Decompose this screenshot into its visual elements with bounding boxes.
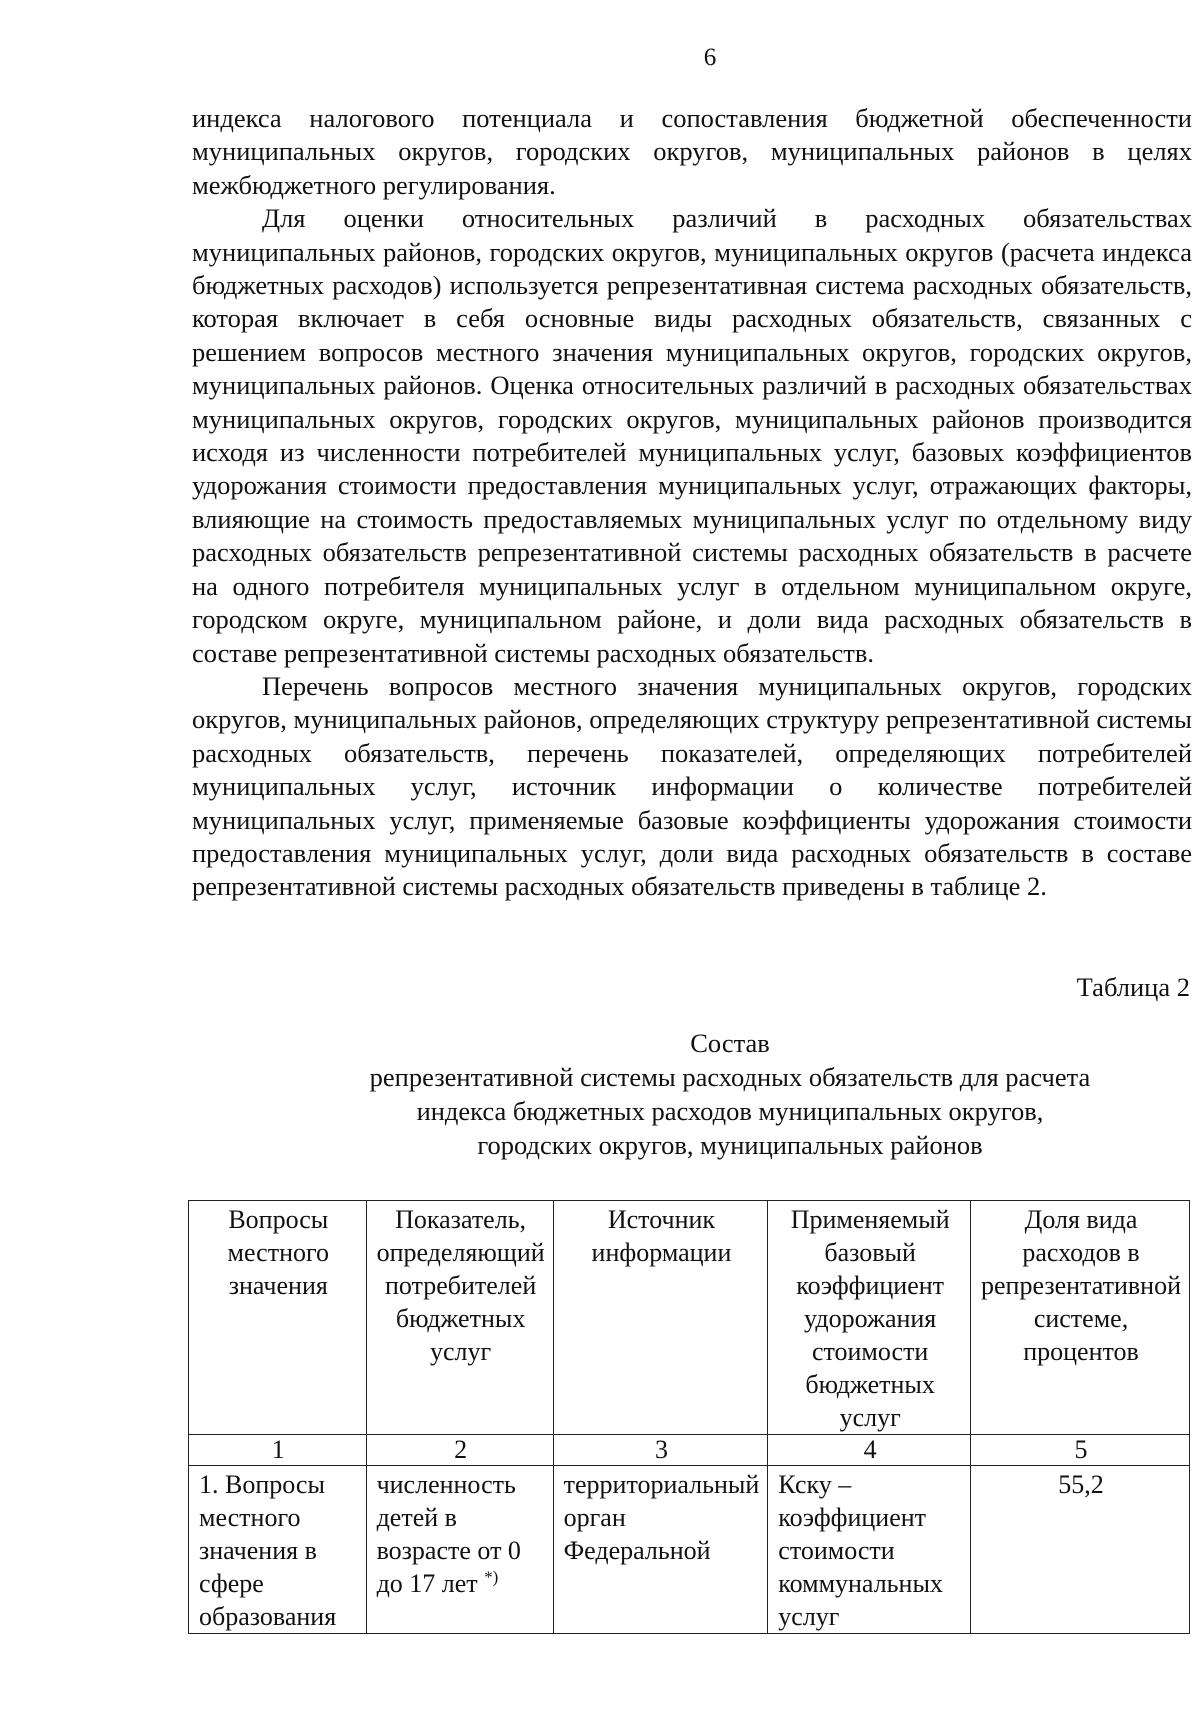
cell-indicator	[366, 1466, 553, 1634]
column-number: 2	[366, 1435, 553, 1466]
table-title-line-4: городских округов, муниципальных районов	[477, 1130, 983, 1160]
header-indicator: Показатель, определяющий потребителей бюджетных услуг	[366, 1201, 553, 1435]
table-title-line-2: репрезентативной системы расходных обязательств для расчета	[369, 1062, 1091, 1092]
representative-system-table	[188, 1200, 1190, 1634]
table-header-row	[189, 1201, 1190, 1435]
body-text	[192, 102, 1192, 904]
cell-coefficient: Кску – коэффициент стоимости коммунальных услуг	[768, 1466, 971, 1634]
cell-indicator-text: численность детей в возрасте от 0 до 17 лет	[376, 1470, 521, 1598]
table-column-numbers-row	[189, 1435, 1190, 1466]
header-share: Доля вида расходов в репрезентативной системе, процентов	[971, 1201, 1190, 1435]
footnote-mark: *)	[484, 1567, 499, 1587]
cell-local-issue: 1. Вопросы местного значения в сфере образования	[189, 1466, 367, 1634]
paragraph-2: Для оценки относительных различий в расходных обязательствах муниципальных районов, городских округов, муниципальных округов (расчета индекса бюджетных расходов) используется репрезентативная система расходных обязательств, которая включает в себя основные виды расходных обязательств, связанных с решением вопросов местного значения муниципальных округов, городских округов, муниципальных районов. Оценка относительных различий в расходных обязательствах муниципальных округов, городских округов, муниципальных районов производится исходя из численности потребителей муниципальных услуг, базовых коэффициентов удорожания стоимости предоставления муниципальных услуг, отражающих факторы, влияющие на стоимость предоставляемых муниципальных услуг по отдельному виду расходных обязательств репрезентативной системы расходных обязательств в расчете на одного потребителя муниципальных услуг в отдельном муниципальном округе, городском округе, муниципальном районе, и доли вида расходных обязательств в составе репрезентативной системы расходных обязательств.	[192, 203, 1192, 668]
header-local-issues: Вопросы местного значения	[189, 1201, 367, 1435]
column-number: 1	[189, 1435, 367, 1466]
table-row	[189, 1466, 1190, 1634]
column-number: 5	[971, 1435, 1190, 1466]
column-number: 4	[768, 1435, 971, 1466]
table-title-line-1: Состав	[690, 1028, 770, 1058]
table-title-line-3: индекса бюджетных расходов муниципальных округов,	[416, 1096, 1044, 1126]
header-source: Источник информации	[553, 1201, 768, 1435]
header-coefficient: Применяемый базовый коэффициент удорожания стоимости бюджетных услуг	[768, 1201, 971, 1435]
column-number: 3	[553, 1435, 768, 1466]
page-number: 6	[703, 44, 717, 71]
paragraph-3: Перечень вопросов местного значения муниципальных округов, городских округов, муниципальных районов, определяющих структуру репрезентативной системы расходных обязательств, перечень показателей, определяющих потребителей муниципальных услуг, источник информации о количестве потребителей муниципальных услуг, применяемые базовые коэффициенты удорожания стоимости предоставления муниципальных услуг, доли вида расходных обязательств в составе репрезентативной системы расходных обязательств приведены в таблице 2.	[192, 670, 1192, 902]
paragraph-1: индекса налогового потенциала и сопоставления бюджетной обеспеченности муниципальных округов, городских округов, муниципальных районов в целях межбюджетного регулирования.	[192, 103, 1192, 200]
table-label: Таблица 2	[1076, 972, 1190, 1002]
cell-source: территориальный орган Федеральной	[553, 1466, 768, 1634]
table-title	[300, 1026, 1160, 1162]
cell-share: 55,2	[971, 1466, 1190, 1634]
